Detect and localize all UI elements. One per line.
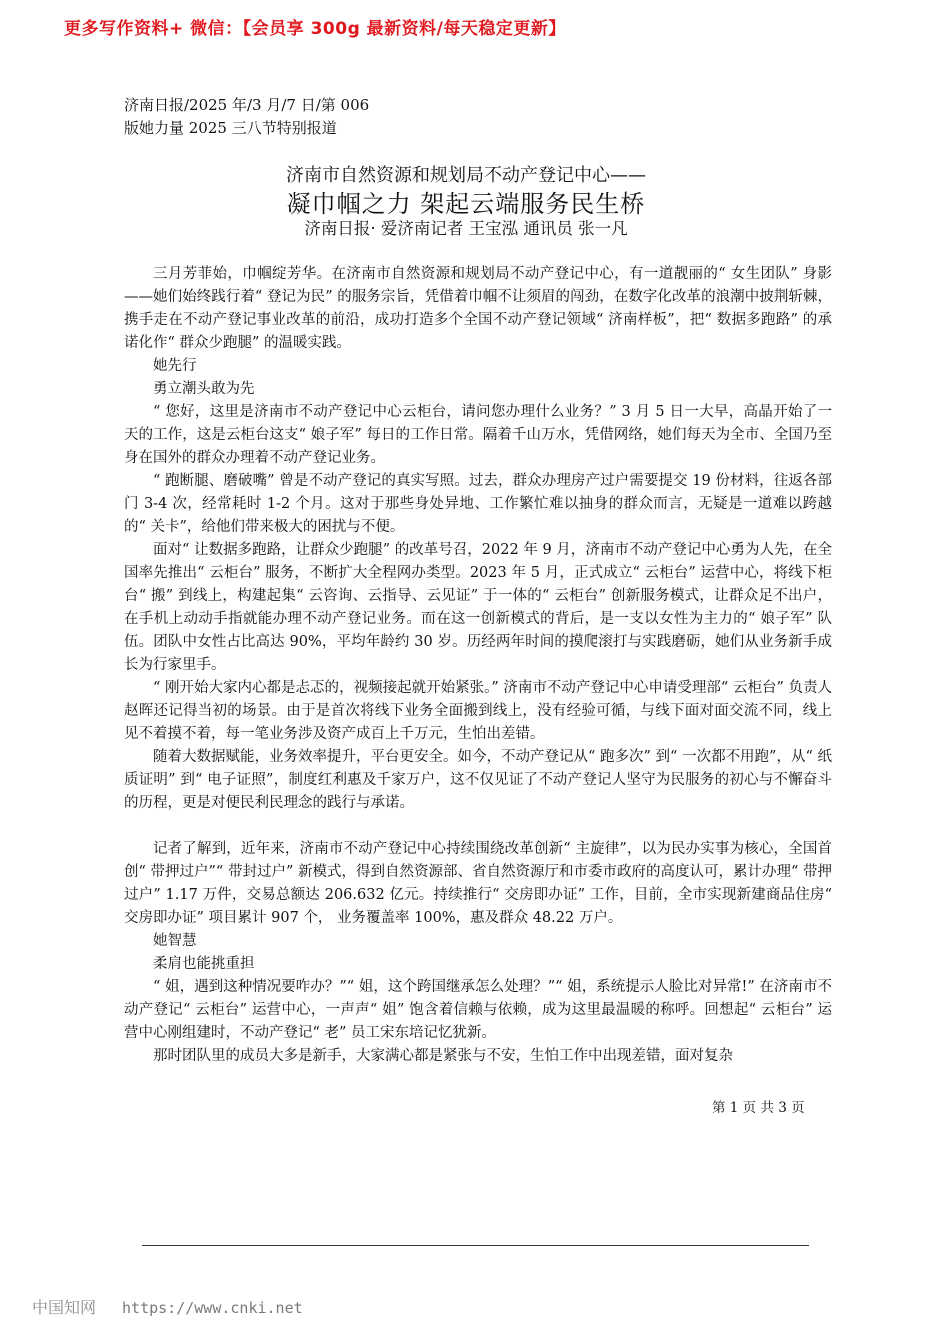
- source-line-2: 版她力量 2025 三八节特别报道: [124, 119, 337, 137]
- paragraph: “ 跑断腿、磨破嘴” 曾是不动产登记的真实写照。过去，群众办理房产过户需要提交 19 份材料，往返各部门 3-4 次，经常耗时 1-2 个月。这对于那些身处异地、工作繁忙难以抽身的群众而言，无疑是一道难以跨越的“ 关卡”，给他们带来极大的困扰与不便。: [124, 473, 832, 535]
- promo-banner: [64, 14, 566, 39]
- paragraph: 三月芳菲始，巾帼绽芳华。在济南市自然资源和规划局不动产登记中心，有一道靓丽的“ 女生团队” 身影——她们始终践行着“ 登记为民” 的服务宗旨，凭借着巾帼不让须眉的闯劲，在数字化改革的浪潮中披荆斩棘，携手走在不动产登记事业改革的前沿，成功打造多个全国不动产登记领域“ 济南样板”，把“ 数据多跑路” 的承诺化作“ 群众少跑腿” 的温暖实践。: [124, 266, 832, 351]
- byline: 济南日报· 爱济南记者 王宝泓 通讯员 张一凡: [304, 219, 628, 238]
- footer-url[interactable]: https://www.cnki.net: [122, 1299, 303, 1317]
- footer: [32, 1295, 303, 1318]
- footer-site-name: 中国知网: [32, 1298, 97, 1317]
- page-number: 第 1 页 共 3 页: [712, 1100, 805, 1116]
- kicker: 济南市自然资源和规划局不动产登记中心——: [286, 165, 646, 186]
- paragraph: 随着大数据赋能，业务效率提升，平台更安全。如今，不动产登记从“ 跑多次” 到“ 一次都不用跑”，从“ 纸质证明” 到“ 电子证照”，制度红利惠及千家万户，这不仅见证了不动产登记人坚守为民服务的初心与不懈奋斗的历程，更是对便民利民理念的践行与承诺。: [124, 749, 832, 811]
- section-heading: 她先行: [153, 358, 197, 374]
- article-body: [124, 263, 832, 1068]
- paragraph: 面对“ 让数据多跑路，让群众少跑腿” 的改革号召，2022 年 9 月，济南市不动产登记中心勇为人先，在全国率先推出“ 云柜台” 服务，不断扩大全程网办类型。2023 年 5 月，正式成立“ 云柜台” 运营中心，将线下柜台“ 搬” 到线上，构建起集“ 云咨询、云指导、云见证” 于一体的“ 云柜台” 创新服务模式，让群众足不出户，在手机上动动手指就能办理不动产登记业务。而在这一创新模式的背后，是一支以女性为主力的“ 娘子军” 队伍。团队中女性占比高达 90%，平均年龄约 30 岁。历经两年时间的摸爬滚打与实践磨砺，她们从业务新手成长为行家里手。: [124, 542, 832, 673]
- footer-divider: [142, 1245, 809, 1246]
- paragraph: 记者了解到，近年来，济南市不动产登记中心持续围绕改革创新“ 主旋律”，以为民办实事为核心，全国首创“ 带押过户”“ 带封过户” 新模式，得到自然资源部、省自然资源厅和市委市政府的高度认可，累计办理“ 带押过户” 1.17 万件，交易总额达 206.632 亿元。持续推行“ 交房即办证” 工作，目前，全市实现新建商品住房“ 交房即办证” 项目累计 907 个， 业务覆盖率 100%，惠及群众 48.22 万户。: [124, 841, 832, 926]
- paragraph: “ 姐，遇到这种情况要咋办？”“ 姐，这个跨国继承怎么处理？”“ 姐，系统提示人脸比对异常!” 在济南市不动产登记“ 云柜台” 运营中心，一声声“ 姐” 饱含着信赖与依赖，成为这里最温暖的称呼。回想起“ 云柜台” 运营中心刚组建时，不动产登记“ 老” 员工宋东培记忆犹新。: [124, 979, 832, 1041]
- paragraph: “ 刚开始大家内心都是忐忑的，视频接起就开始紧张。” 济南市不动产登记中心申请受理部“ 云柜台” 负责人赵晖还记得当初的场景。由于是首次将线下业务全面搬到线上，没有经验可循，与线下面对面交流不同，线上见不着摸不着，每一笔业务涉及资产成百上千万元，生怕出差错。: [124, 680, 832, 742]
- paragraph: “ 您好，这里是济南市不动产登记中心云柜台，请问您办理什么业务？” 3 月 5 日一大早，高晶开始了一天的工作，这是云柜台这支“ 娘子军” 每日的工作日常。隔着千山万水，凭借网络，她们每天为全市、全国乃至身在国外的群众办理着不动产登记业务。: [124, 404, 832, 466]
- source-line-1: 济南日报/2025 年/3 月/7 日/第 006: [124, 96, 370, 114]
- promo-text: 更多写作资料+ 微信：: [64, 19, 243, 39]
- section-subheading: 柔肩也能挑重担: [153, 956, 255, 972]
- headline: 凝巾帼之力 架起云端服务民生桥: [286, 190, 646, 218]
- promo-link[interactable]: 【会员享 300g 最新资料/每天稳定更新】: [242, 19, 566, 39]
- paragraph: 那时团队里的成员大多是新手，大家满心都是紧张与不安，生怕工作中出现差错，面对复杂: [153, 1048, 733, 1064]
- section-subheading: 勇立潮头敢为先: [153, 381, 255, 397]
- source-info: [124, 94, 369, 140]
- paragraph-gap: [124, 815, 832, 838]
- section-heading: 她智慧: [153, 933, 197, 949]
